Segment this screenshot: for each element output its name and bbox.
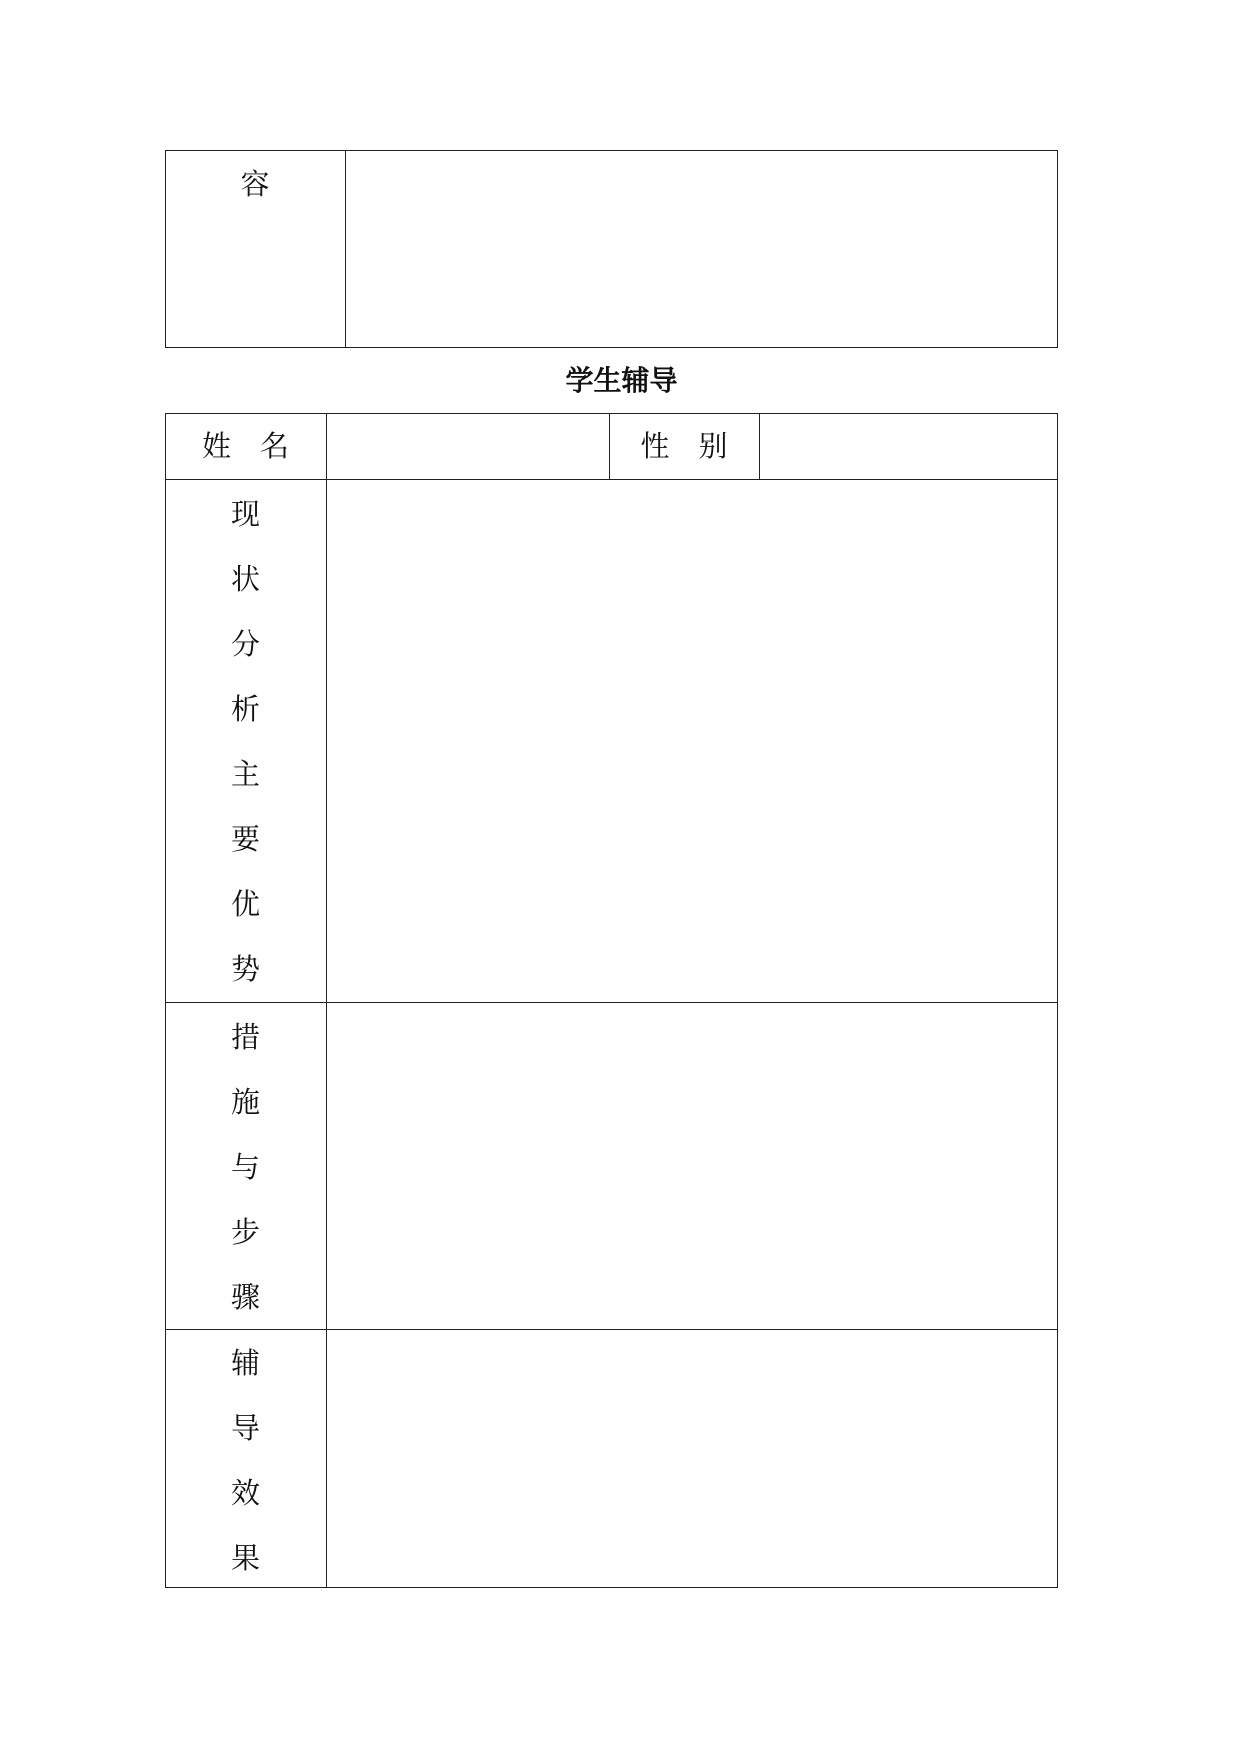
measures-steps-content[interactable] <box>328 1004 1056 1328</box>
label-char: 与 <box>230 1150 260 1184</box>
gender-label-right-line <box>759 413 760 479</box>
label-char: 导 <box>230 1411 260 1445</box>
section-title: 学生辅导 <box>565 364 678 397</box>
row-divider-2 <box>165 1329 1058 1330</box>
label-char: 势 <box>230 952 260 986</box>
label-char: 步 <box>230 1215 260 1249</box>
label-char: 果 <box>230 1541 260 1575</box>
tutoring-effect-content[interactable] <box>328 1331 1056 1587</box>
label-char: 要 <box>230 822 260 856</box>
status-analysis-label <box>165 497 326 986</box>
header-row-bottom-line <box>165 479 1058 480</box>
label-char: 效 <box>230 1476 260 1510</box>
label-char: 骤 <box>230 1280 260 1314</box>
label-char: 施 <box>230 1085 260 1119</box>
label-char: 主 <box>230 757 260 791</box>
label-char: 优 <box>230 887 260 921</box>
top-table-divider <box>345 150 346 348</box>
row-divider-1 <box>165 1002 1058 1003</box>
label-char: 状 <box>230 562 260 596</box>
label-char: 析 <box>230 692 260 726</box>
label-column-line <box>326 413 327 1588</box>
tutoring-effect-label <box>165 1346 326 1575</box>
label-char: 措 <box>230 1020 260 1054</box>
top-table-label: 容 <box>240 167 270 201</box>
label-char: 辅 <box>230 1346 260 1380</box>
top-table-content-cell[interactable] <box>347 152 1056 346</box>
status-analysis-content[interactable] <box>328 481 1056 1001</box>
measures-steps-label <box>165 1020 326 1314</box>
gender-field[interactable] <box>761 415 1056 478</box>
label-char: 现 <box>230 497 260 531</box>
name-field[interactable] <box>328 415 608 478</box>
label-char: 分 <box>230 627 260 661</box>
name-label: 姓 名 <box>201 429 289 463</box>
gender-label: 性 别 <box>640 429 728 463</box>
